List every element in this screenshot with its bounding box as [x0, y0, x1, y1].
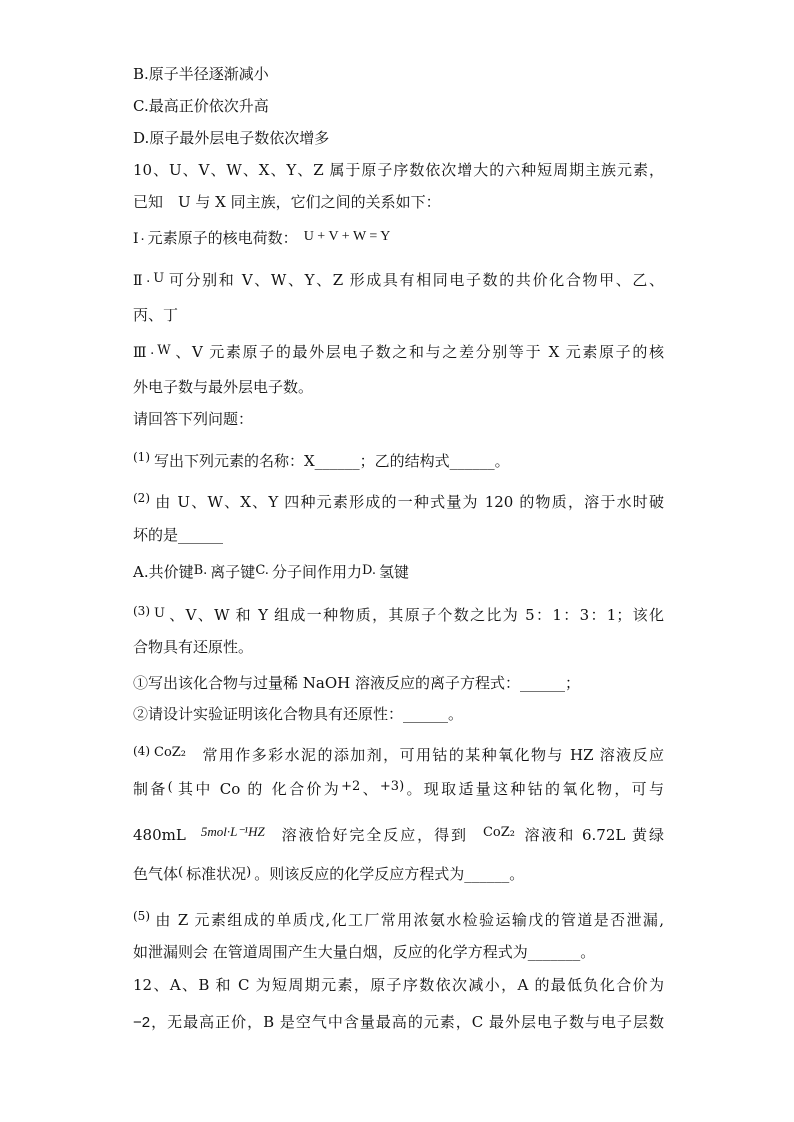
instructions: 请回答下列问题： [133, 410, 254, 428]
choice-a: A.共价键 [133, 563, 194, 581]
condition-1: Ⅰ . 元素原子的核电荷数： U + V + W = Y [133, 229, 391, 247]
part-4-line3: 480mL 5mol·L⁻¹HZ 溶液恰好完全反应，得到 CoZ₂ 溶液和 6.72L 黄绿 [133, 824, 664, 844]
part-number-2: (2) [133, 491, 150, 505]
value-neg2: −2 [133, 1014, 151, 1031]
part-1: $^{(1)}$ 写出下列元素的名称：X______；乙的结构式______。 [133, 450, 510, 470]
part-3-cont: 合物具有还原性。 [133, 638, 254, 656]
choice-d: 氢键 [379, 563, 410, 581]
formula-coz2-product: CoZ₂ [482, 825, 515, 840]
part-2: $^{(2)}$ 由 U、W、X、Y 四种元素形成的一种式量为 120 的物质，溶于水时破 [133, 491, 664, 511]
roman-numeral-3: Ⅲ [133, 345, 149, 361]
formula-coz2: CoZ₂ [154, 745, 187, 760]
part-number-3: (3) [133, 604, 150, 618]
part-3: $^{(3)}$ U 、V、W 和 Y 组成一种物质，其原子个数之比为 5：1：3：1；该化 [133, 604, 664, 624]
part-4-line2: 制备( 其中 Co 的 化合价为+2、+3)。现取适量这种钴的氧化物，可与 [133, 779, 664, 798]
question-12-stem: 12、A、B 和 C 为短周期元素，原子序数依次减小，A 的最低负化合价为 [133, 976, 664, 994]
roman-numeral-2: Ⅱ [133, 273, 145, 289]
question-10-stem: 10、U、V、W、X、Y、Z 属于原子序数依次增大的六种短周期主族元素， [133, 161, 664, 179]
condition-2: Ⅱ . U 可分别和 V、W、Y、Z 形成具有相同电子数的共价化合物甲、乙、 [133, 271, 664, 289]
part-3-sub2: ②请设计实验证明该化合物具有还原性：______。 [133, 705, 464, 723]
choice-c: 分子间作用力 [271, 563, 362, 581]
condition-2-cont: 丙、丁 [133, 306, 179, 324]
part-2-cont: 坏的是______ [133, 526, 224, 544]
question-12-cont: −2，无最高正价，B 是空气中含量最高的元素，C 最外层电子数与电子层数 [133, 1013, 664, 1031]
concentration: 5mol·L⁻¹HZ [200, 824, 265, 839]
part-number-1: (1) [133, 450, 150, 464]
option-d: D.原子最外层电子数依次增多 [133, 129, 330, 147]
part-number-5: (5) [133, 909, 150, 923]
part-5: $^{(5)}$ 由 Z 元素组成的单质戊,化工厂常用浓氨水检验运输戊的管道是否泄漏, [133, 909, 664, 929]
option-b: B.原子半径逐渐减小 [133, 65, 269, 83]
part-4: $^{(4)}$ CoZ₂ 常用作多彩水泥的添加剂，可用钴的某种氧化物与 HZ 溶液反应 [133, 744, 664, 764]
condition-3-cont: 外电子数与最外层电子数。 [133, 378, 314, 396]
part-number-4: (4) [133, 744, 150, 758]
part-5-cont: 如泄漏则会 在管道周围产生大量白烟，反应的化学方程式为_______。 [133, 943, 596, 961]
nuclear-charge-equation: U + V + W = Y [303, 229, 391, 244]
part-3-sub1: ①写出该化合物与过量稀 NaOH 溶液反应的离子方程式：______； [133, 674, 580, 692]
question-10-known: 已知 U 与 X 同主族，它们之间的关系如下： [133, 193, 441, 211]
choice-b: 离子键 [210, 563, 256, 581]
part-4-line4: 色气体( 标准状况) 。则该反应的化学反应方程式为______。 [133, 865, 525, 883]
condition-3: Ⅲ . W 、V 元素原子的最外层电子数之和与之差分别等于 X 元素原子的核 [133, 343, 664, 361]
option-c: C.最高正价依次升高 [133, 97, 269, 115]
part-2-options: A.共价键B. 离子键C. 分子间作用力D. 氢键 [133, 563, 410, 581]
roman-numeral-1: Ⅰ [133, 231, 139, 247]
